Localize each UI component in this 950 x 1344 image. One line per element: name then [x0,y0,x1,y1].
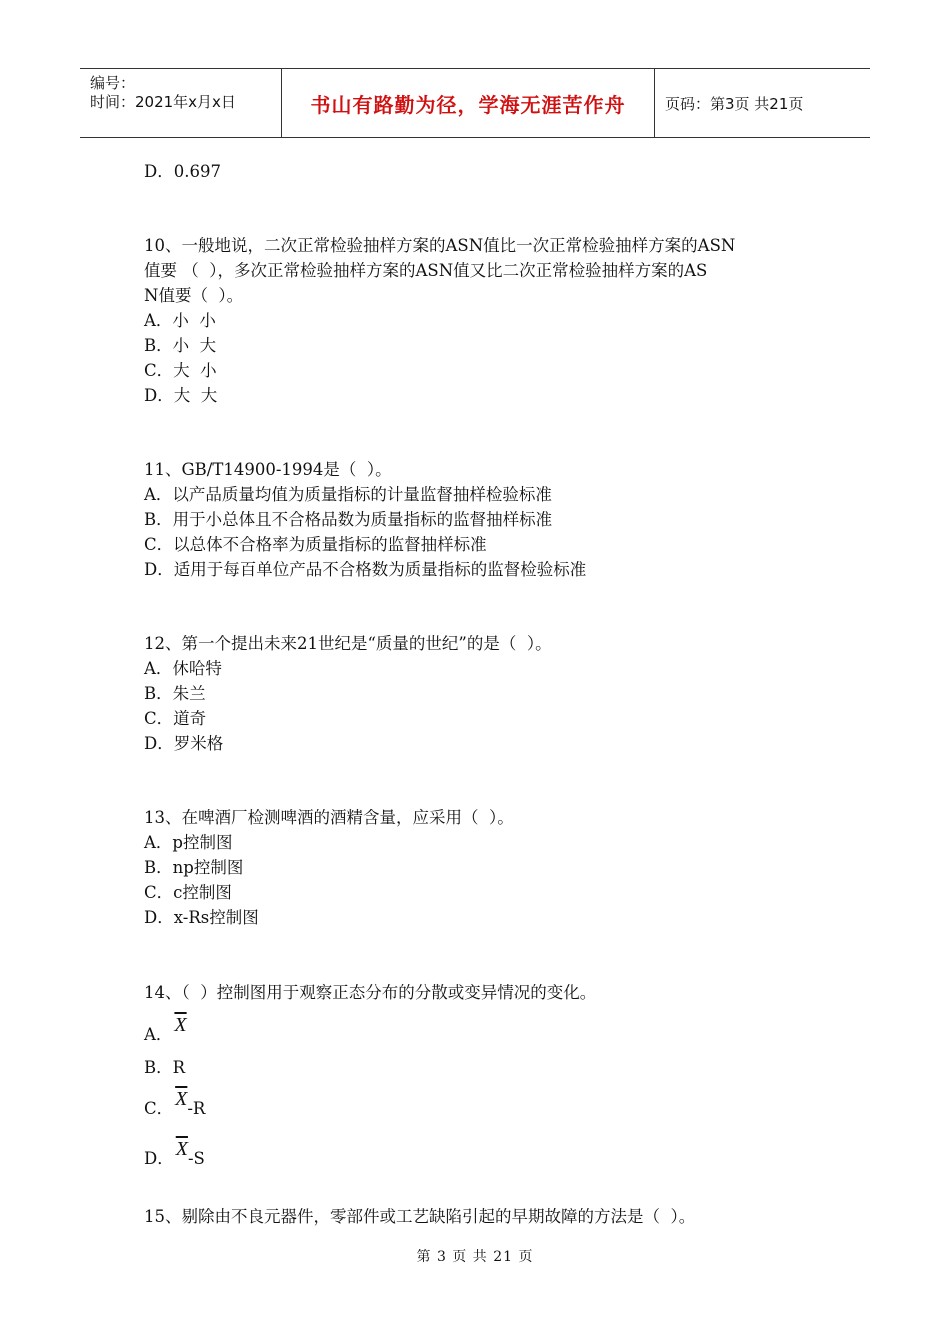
q12-option-c: C．道奇 [144,709,207,728]
q12-option-a: A．休哈特 [144,659,222,678]
q14-option-a [144,1014,187,1045]
time-label: 时间：2021年x月x日 [90,93,236,111]
page-header [80,68,870,138]
x-bar-symbol: $\overline{X}$ [175,1088,188,1110]
q11-option-b: B．用于小总体且不合格品数为质量指标的监督抽样标准 [144,510,553,529]
q14-option-d [144,1138,205,1169]
q13-option-b: B．np控制图 [144,858,244,877]
q10-stem-line2: 值要 （ ），多次正常检验抽样方案的ASN值又比二次正常检验抽样方案的AS [144,261,708,280]
q10-stem-line1: 10、一般地说，二次正常检验抽样方案的ASN值比一次正常检验抽样方案的ASN [144,236,736,255]
q14-option-c [144,1088,206,1119]
q12-option-d: D．罗米格 [144,734,224,753]
q11-stem: 11、GB/T14900-1994是（ ）。 [144,460,392,479]
q13-option-c: C．c控制图 [144,883,232,902]
q10-option-a: A．小 小 [144,311,216,330]
q13-option-d: D．x-Rs控制图 [144,908,259,927]
option-d-suffix: -S [187,1149,205,1168]
q12-stem: 12、第一个提出未来21世纪是“质量的世纪”的是（ ）。 [144,634,552,653]
header-meta-cell [80,69,282,137]
option-d-prefix: D． [144,1149,174,1168]
page-footer: 第 3 页 共 21 页 [416,1249,534,1265]
option-c-prefix: C． [144,1099,174,1118]
q10-option-c: C．大 小 [144,361,217,380]
x-bar-symbol: $\overline{X}$ [175,1138,188,1160]
q12-option-b: B．朱兰 [144,684,206,703]
option-a-prefix: A． [144,1025,173,1044]
q11-option-d: D．适用于每百单位产品不合格数为质量指标的监督检验标准 [144,560,587,579]
q9-option-d: D．0.697 [144,162,221,181]
option-c-suffix: -R [187,1099,206,1118]
q14-option-b: B．R [144,1058,186,1077]
code-label: 编号： [90,74,136,92]
q15-stem: 15、剔除由不良元器件，零部件或工艺缺陷引起的早期故障的方法是（ ）。 [144,1207,696,1226]
q14-stem: 14、（ ）控制图用于观察正态分布的分散或变异情况的变化。 [144,983,597,1002]
q11-option-c: C．以总体不合格率为质量指标的监督抽样标准 [144,535,487,554]
x-bar-symbol: $\overline{X}$ [174,1014,187,1036]
q10-stem-line3: N值要（ ）。 [144,286,244,305]
q10-option-d: D．大 大 [144,386,218,405]
header-motto: 书山有路勤为径，学海无涯苦作舟 [282,69,655,137]
q10-option-b: B．小 大 [144,336,217,355]
header-page-info: 页码：第3页 共21页 [665,94,804,113]
q13-stem: 13、在啤酒厂检测啤酒的酒精含量，应采用（ ）。 [144,808,514,827]
q11-option-a: A．以产品质量均值为质量指标的计量监督抽样检验标准 [144,485,552,504]
q13-option-a: A．p控制图 [144,833,233,852]
